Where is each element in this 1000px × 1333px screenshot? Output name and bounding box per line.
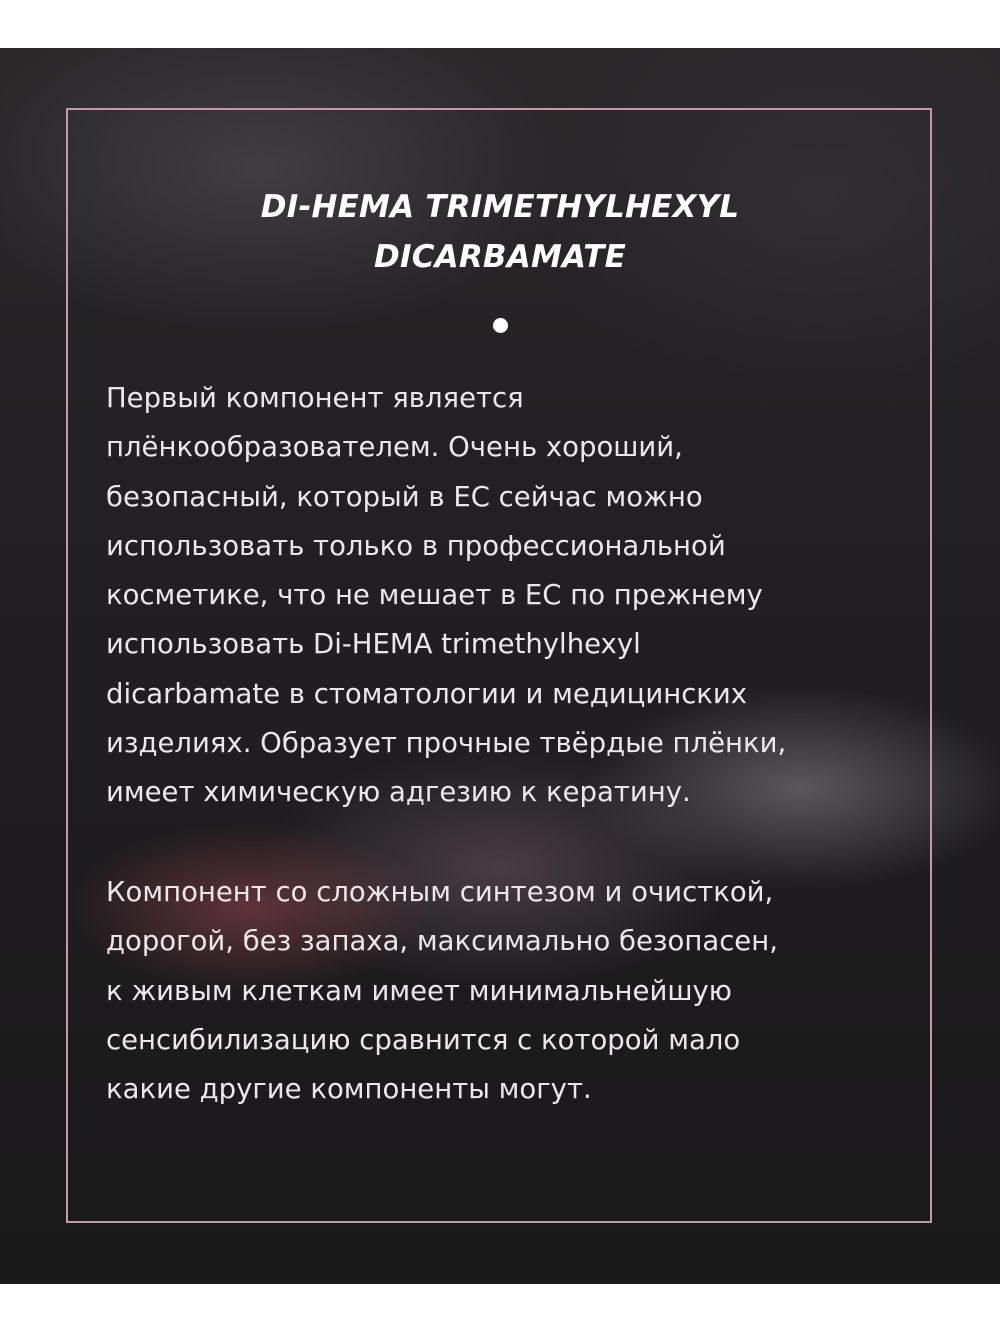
paragraph-line: использовать только в профессиональной [106, 529, 726, 562]
ingredient-title-line-1: DI-HEMA TRIMETHYLHEXYL [260, 189, 740, 225]
paragraph-line: дорогой, без запаха, максимально безопасен, [106, 925, 778, 958]
paragraph-line: какие другие компоненты могут. [106, 1073, 592, 1106]
paragraph-line: имеет химическую адгезию к кератину. [106, 776, 691, 809]
ingredient-title [0, 182, 1000, 282]
paragraph-line: Компонент со сложным синтезом и очисткой, [106, 876, 774, 908]
paragraph-line: изделиях. Образует прочные твёрдые плёнки, [106, 727, 787, 760]
paragraph-line: Первый компонент является [106, 382, 524, 414]
paragraph-line: плёнкообразователем. Очень хороший, [106, 431, 683, 464]
paragraph-line: сенсибилизацию сравнится с которой мало [106, 1023, 741, 1056]
paragraph-line: косметике, что не мешает в ЕС по прежнему [106, 579, 763, 612]
paragraph-line: dicarbamate в стоматологии и медицинских [106, 677, 748, 710]
description-paragraph-2 [106, 868, 778, 1114]
paragraph-line: к живым клеткам имеет минимальнейшую [106, 974, 732, 1007]
description-paragraph-1 [106, 374, 786, 818]
bullet-dot-icon [493, 318, 508, 333]
paragraph-line: безопасный, который в ЕС сейчас можно [106, 480, 703, 513]
paragraph-line: использовать Di-HEMA trimethylhexyl [106, 628, 641, 661]
ingredient-title-line-2: DICARBAMATE [374, 239, 626, 275]
infographic-card [0, 48, 1000, 1284]
